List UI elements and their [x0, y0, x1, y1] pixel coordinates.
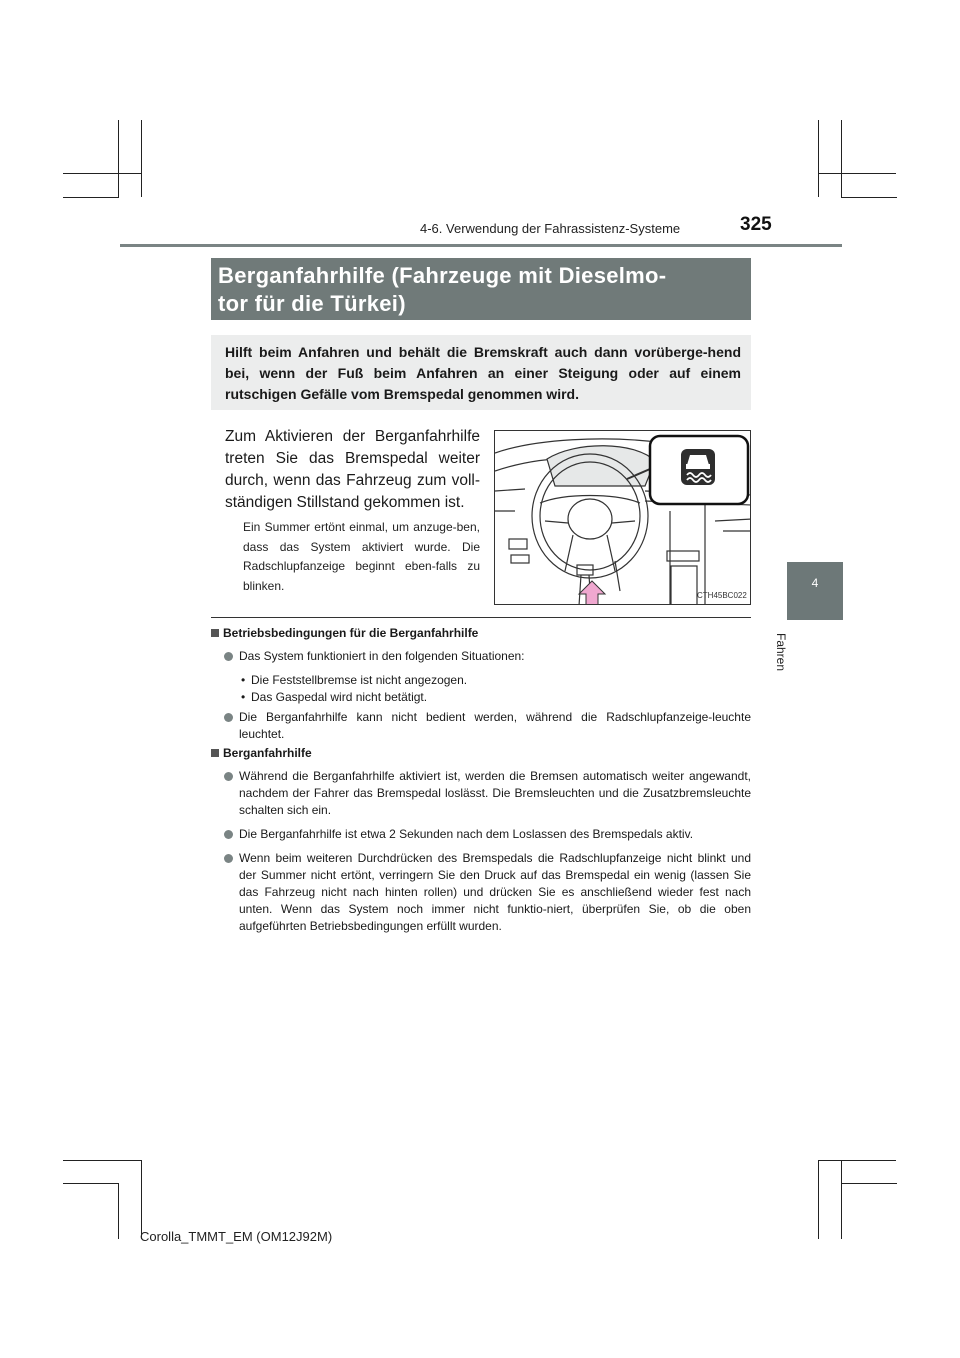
figure-code: CTH45BC022: [697, 591, 747, 600]
crop-mark: [63, 1160, 141, 1161]
bullet-item: Die Berganfahrhilfe ist etwa 2 Sekunden nach dem Loslassen des Bremspedals aktiv.: [211, 826, 751, 843]
footer-document-id: Corolla_TMMT_EM (OM12J92M): [140, 1229, 333, 1244]
sub-bullet-mark: •: [241, 673, 246, 687]
bullet-dot-icon: [224, 830, 233, 839]
header-rule: [120, 244, 842, 247]
bullet-dot-icon: [224, 854, 233, 863]
sub-paragraph: Ein Summer ertönt einmal, um anzuge-ben, dass das System aktiviert wurde. Die Radschlupfanzeige beginnt eben-falls zu blinken.: [243, 520, 480, 593]
bullet-item: Während die Berganfahrhilfe aktiviert ist, werden die Bremsen automatisch weiter angewandt, nachdem der Fahrer das Bremspedal loslässt. Die Bremsleuchten und die Zusatzbremsleuchte schalten sich ein.: [211, 768, 751, 819]
crop-mark: [841, 197, 897, 198]
crop-mark: [141, 1160, 142, 1239]
dashboard-drawing: [495, 431, 751, 605]
sub-bullet-item: • Das Gaspedal wird nicht betätigt.: [241, 690, 428, 704]
crop-mark: [818, 1160, 896, 1161]
crop-mark: [63, 173, 141, 174]
crop-mark: [841, 1160, 842, 1239]
bullet-dot-icon: [224, 652, 233, 661]
section-operating-conditions: [211, 625, 751, 743]
page-number: 325: [740, 214, 772, 235]
intro-text: Hilft beim Anfahren und behält die Bremskraft auch dann vorüberge-hend bei, wenn der Fuß beim Anfahren an einer Steigung oder auf einem rutschigen Gefälle vom Bremspedal genommen wird.: [225, 344, 741, 402]
slip-indicator-icon: [681, 449, 715, 485]
chapter-tab: [787, 562, 843, 620]
crop-mark: [841, 120, 842, 197]
square-bullet-icon: [211, 629, 219, 637]
crop-mark: [818, 1160, 819, 1239]
crop-mark: [63, 1183, 119, 1184]
bullet-dot-icon: [224, 713, 233, 722]
dashboard-illustration: [494, 430, 751, 605]
crop-mark: [841, 1183, 897, 1184]
page-title-line-2: tor für die Türkei): [218, 291, 406, 316]
page-title: [218, 262, 748, 318]
brake-pedal-arrow: [579, 581, 605, 605]
main-paragraph: Zum Aktivieren der Berganfahrhilfe treten Sie das Bremspedal weiter durch, wenn das Fahrzeug zum voll-ständigen Stillstand gekommen ist.: [225, 428, 480, 511]
crop-mark: [818, 173, 896, 174]
square-bullet-icon: [211, 749, 219, 757]
section-header: 4-6. Verwendung der Fahrassistenz-Systeme: [420, 221, 681, 236]
section-rule: [211, 617, 751, 618]
section-heading: Berganfahrhilfe: [211, 745, 751, 762]
chapter-label: [774, 633, 810, 683]
bullet-dot-icon: [224, 772, 233, 781]
sub-bullet-mark: •: [241, 690, 246, 704]
bullet-item: Das System funktioniert in den folgenden Situationen:: [211, 648, 751, 665]
sub-bullet-item: • Die Feststellbremse ist nicht angezogen.: [241, 673, 468, 687]
crop-mark: [118, 1183, 119, 1239]
bullet-item: Wenn beim weiteren Durchdrücken des Bremspedals die Radschlupfanzeige nicht blinkt und der Summer nicht ertönt, verringern Sie den Druck auf das Bremspedal ein wenig (lassen Sie das Fahrzeug nicht nach hinten rollen) und drücken Sie es anschließend wieder fest nach unten. Wenn das System noch immer nicht funktio-niert, überprüfen Sie, ob die oben aufgeführten Betriebsbedingungen erfüllt wurden.: [211, 850, 751, 935]
chapter-number: 4: [811, 576, 819, 590]
crop-mark: [63, 197, 119, 198]
page-title-line-1: Berganfahrhilfe (Fahrzeuge mit Dieselmo-: [218, 263, 667, 288]
section-heading: Betriebsbedingungen für die Berganfahrhilfe: [211, 625, 751, 642]
crop-mark: [118, 120, 119, 197]
chapter-label-text: Fahren: [774, 633, 788, 672]
crop-mark: [141, 120, 142, 197]
bullet-item: Die Berganfahrhilfe kann nicht bedient werden, während die Radschlupfanzeige-leuchte leuchtet.: [211, 709, 751, 743]
crop-mark: [818, 120, 819, 197]
section-hill-start-assist: [211, 745, 751, 935]
